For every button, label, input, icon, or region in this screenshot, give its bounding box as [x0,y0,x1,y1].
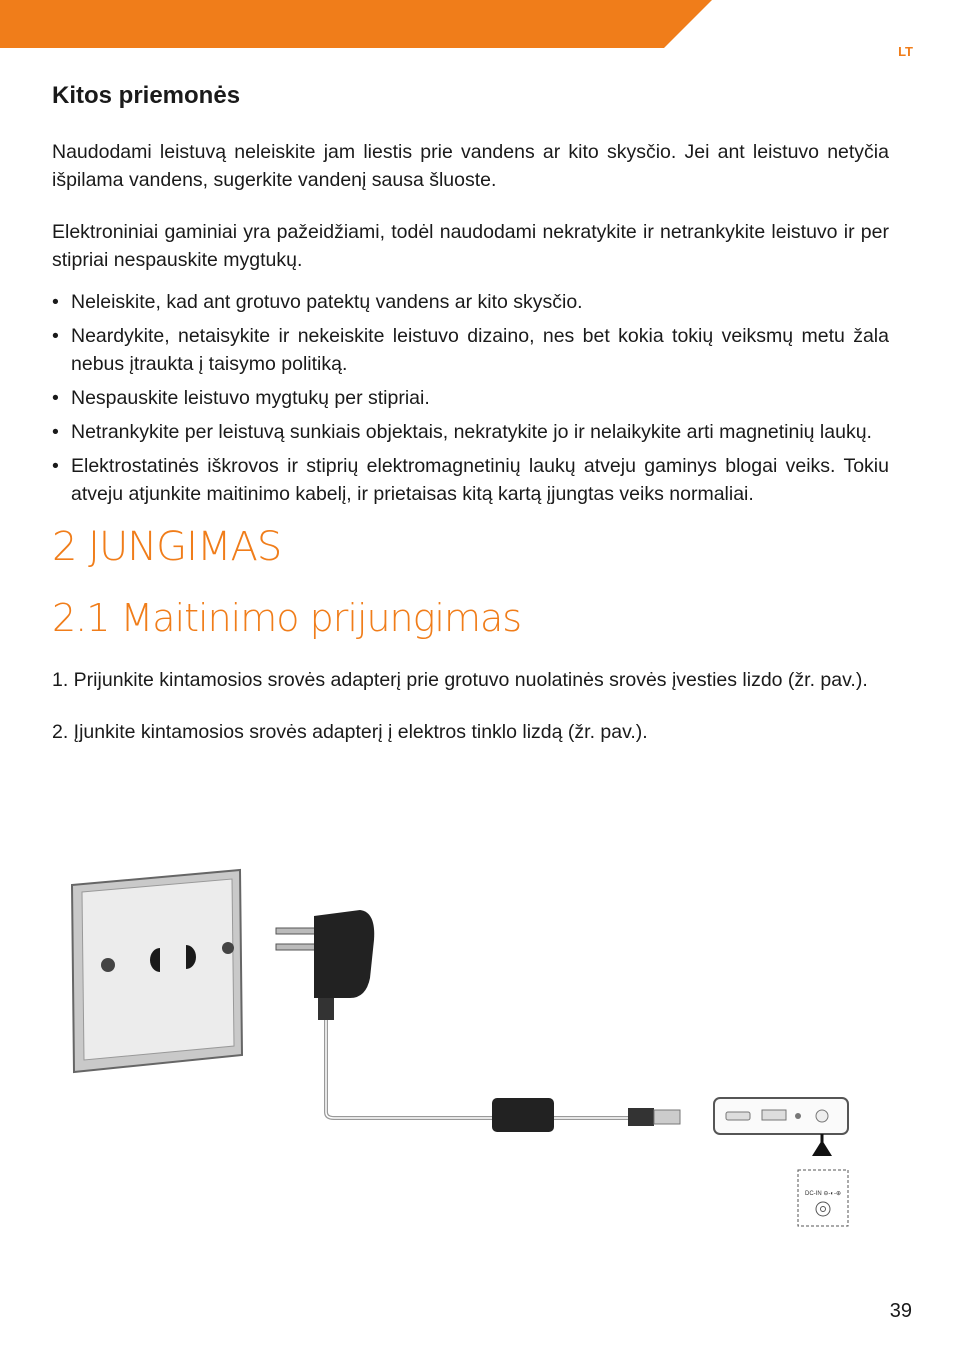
page-content [52,82,889,770]
connection-illustration [60,860,880,1250]
header-banner [0,0,954,50]
page-number: 39 [889,1300,912,1322]
step-1: 1. Prijunkite kintamosios srovės adapterį prie grotuvo nuolatinės srovės įvesties lizdo (žr. pav.). [52,669,868,691]
subchapter-title: 2.1 Maitinimo prijungimas [52,596,522,640]
bullet-item: • Netrankykite per leistuvą sunkiais objektais, nekratykite jo ir nelaikykite arti magnetinių laukų. [52,418,889,446]
dc-in-label: DC-IN ⊖-◐-⊕ [804,1191,842,1197]
dc-plug-icon [628,1108,680,1126]
bullet-item: • Neleiskite, kad ant grotuvo patektų vandens ar kito skysčio. [52,288,889,316]
power-adapter-icon [276,910,374,1020]
media-player-icon [714,1098,848,1134]
bullet-item: • Nespauskite leistuvo mygtukų per stipriai. [52,384,889,412]
ferrite-core [492,1098,554,1132]
bullet-item: • Neardykite, netaisykite ir nekeiskite leistuvo dizaino, nes bet kokia tokių veiksmų metu žala nebus įtraukta į taisymo politiką. [52,322,889,378]
step-2: 2. Įjunkite kintamosios srovės adapterį į elektros tinklo lizdą (žr. pav.). [52,721,648,743]
bullet-item: • Elektrostatinės iškrovos ir stiprių elektromagnetinių laukų atveju gaminys blogai veiks. Tokiu atveju atjunkite maitinimo kabelį, ir prietaisas kitą kartą įjungtas veiks normaliai. [52,452,889,508]
power-cable [326,1020,630,1118]
section-title: Kitos priemonės [52,82,241,109]
language-label: LT [898,44,913,59]
paragraph-1: Naudodami leistuvą neleiskite jam liestis prie vandens ar kito skysčio. Jei ant leistuvo netyčia išpilama vandens, sugerkite vandenį sausa šluoste. [52,141,889,191]
wall-socket-icon [72,870,242,1072]
paragraph-2: Elektroniniai gaminiai yra pažeidžiami, todėl naudodami nekratykite ir netrankykite leistuvo ir per stipriai nespauskite mygtukų. [52,221,889,271]
dc-in-detail-box [798,1170,848,1226]
bullet-list [52,288,889,508]
chapter-title: 2 JUNGIMAS [52,524,282,570]
